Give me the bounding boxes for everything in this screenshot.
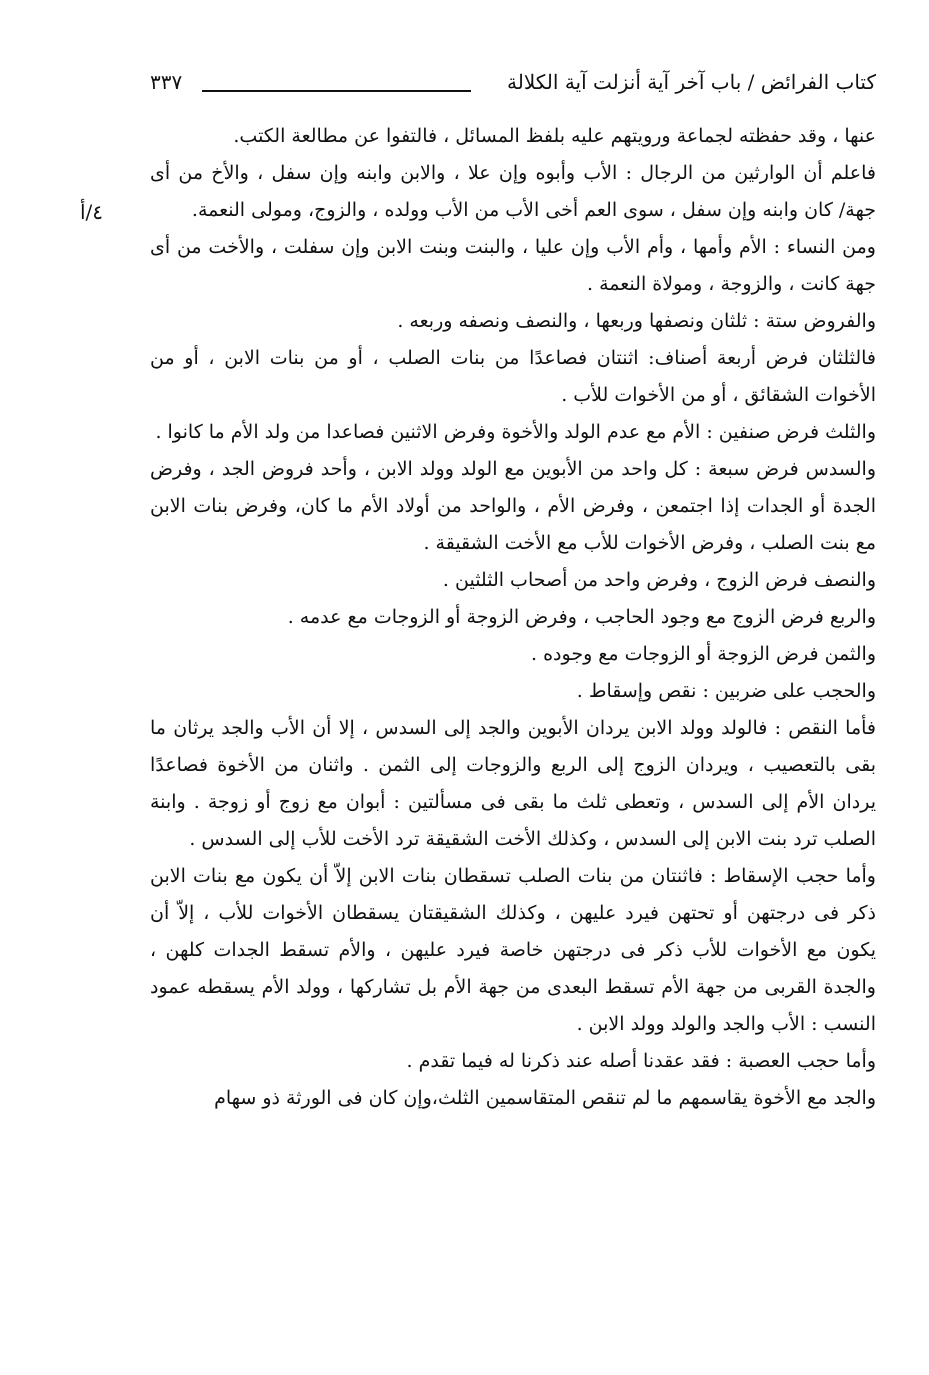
main-text bbox=[150, 118, 876, 1117]
paragraph: والفروض ستة : ثلثان ونصفها وربعها ، والنصف ونصفه وربعه . bbox=[397, 310, 876, 332]
paragraph: والجد مع الأخوة يقاسمهم ما لم تنقص المتقاسمين الثلث،وإن كان فى الورثة ذو سهام bbox=[214, 1087, 876, 1109]
paragraph: فاعلم أن الوارثين من الرجال : الأب وأبوه وإن علا ، والابن وابنه وإن سفل ، والأخ من أى جهة/ كان وابنه وإن سفل ، سوى العم أخى الأب من الأب وولده ، والزوج، ومولى النعمة. bbox=[150, 162, 877, 221]
paragraph: والثمن فرض الزوجة أو الزوجات مع وجوده . bbox=[531, 643, 876, 665]
running-title: كتاب الفرائض / باب آخر آية أنزلت آية الكلالة bbox=[507, 70, 876, 94]
running-header bbox=[150, 66, 876, 106]
paragraph: وأما حجب العصبة : فقد عقدنا أصله عند ذكرنا له فيما تقدم . bbox=[406, 1050, 876, 1072]
paragraph: والسدس فرض سبعة : كل واحد من الأبوين مع الولد وولد الابن ، وأحد فروض الجد ، وفرض الجدة أو الجدات إذا اجتمعن ، وفرض الأم ، والواحد من أولاد الأم ما كان، وفرض بنات الابن مع بنت الصلب ، وفرض الأخوات للأب مع الأخت الشقيقة . bbox=[150, 458, 876, 554]
paragraph: وأما حجب الإسقاط : فاثنتان من بنات الصلب تسقطان بنات الابن إلاّ أن يكون مع بنات الابن ذكر فى درجتهن أو تحتهن فيرد عليهن ، وكذلك الشقيقتان يسقطان الأخوات للأب ، إلاّ أن يكون مع الأخوات للأب ذكر فى درجتهن خاصة فيرد عليهن ، والأم تسقط الجدات كلهن ، والجدة القربى من جهة الأم تسقط البعدى من جهة الأم بل تشاركها ، وولد الأم يسقطه عمود النسب : الأب والجد والولد وولد الابن . bbox=[150, 865, 876, 1035]
paragraph: والحجب على ضربين : نقص وإسقاط . bbox=[576, 680, 876, 702]
paragraph: فأما النقص : فالولد وولد الابن يردان الأبوين والجد إلى السدس ، إلا أن الأب والجد يرثان ما بقى بالتعصيب ، ويردان الزوج إلى الربع والزوجات إلى الثمن . واثنان من الأخوة فصاعدًا يردان الأم إلى السدس ، وتعطى ثلث ما بقى فى مسألتين : أبوان مع زوج أو زوجة . وابنة الصلب ترد بنت الابن إلى السدس ، وكذلك الأخت الشقيقة ترد الأخت للأب إلى السدس . bbox=[150, 717, 876, 850]
header-rule bbox=[202, 90, 471, 92]
paragraph: عنها ، وقد حفظته لجماعة ورويتهم عليه بلفظ المسائل ، فالتفوا عن مطالعة الكتب. bbox=[233, 125, 876, 147]
paragraph: ومن النساء : الأم وأمها ، وأم الأب وإن عليا ، والبنت وبنت الابن وإن سفلت ، والأخت من أى جهة كانت ، والزوجة ، ومولاة النعمة . bbox=[150, 236, 876, 295]
paragraph: والنصف فرض الزوج ، وفرض واحد من أصحاب الثلثين . bbox=[442, 569, 876, 591]
margin-folio-note: ٤/أ bbox=[80, 200, 104, 224]
page-number: ٣٣٧ bbox=[150, 70, 183, 94]
paragraph: فالثلثان فرض أربعة أصناف: اثنتان فصاعدًا من بنات الصلب ، أو من بنات الابن ، أو من الأخوات الشقائق ، أو من الأخوات للأب . bbox=[150, 347, 876, 406]
paragraph: والثلث فرض صنفين : الأم مع عدم الولد والأخوة وفرض الاثنين فصاعدا من ولد الأم ما كانوا . bbox=[155, 421, 876, 443]
paragraph: والربع فرض الزوج مع وجود الحاجب ، وفرض الزوجة أو الزوجات مع عدمه . bbox=[287, 606, 876, 628]
